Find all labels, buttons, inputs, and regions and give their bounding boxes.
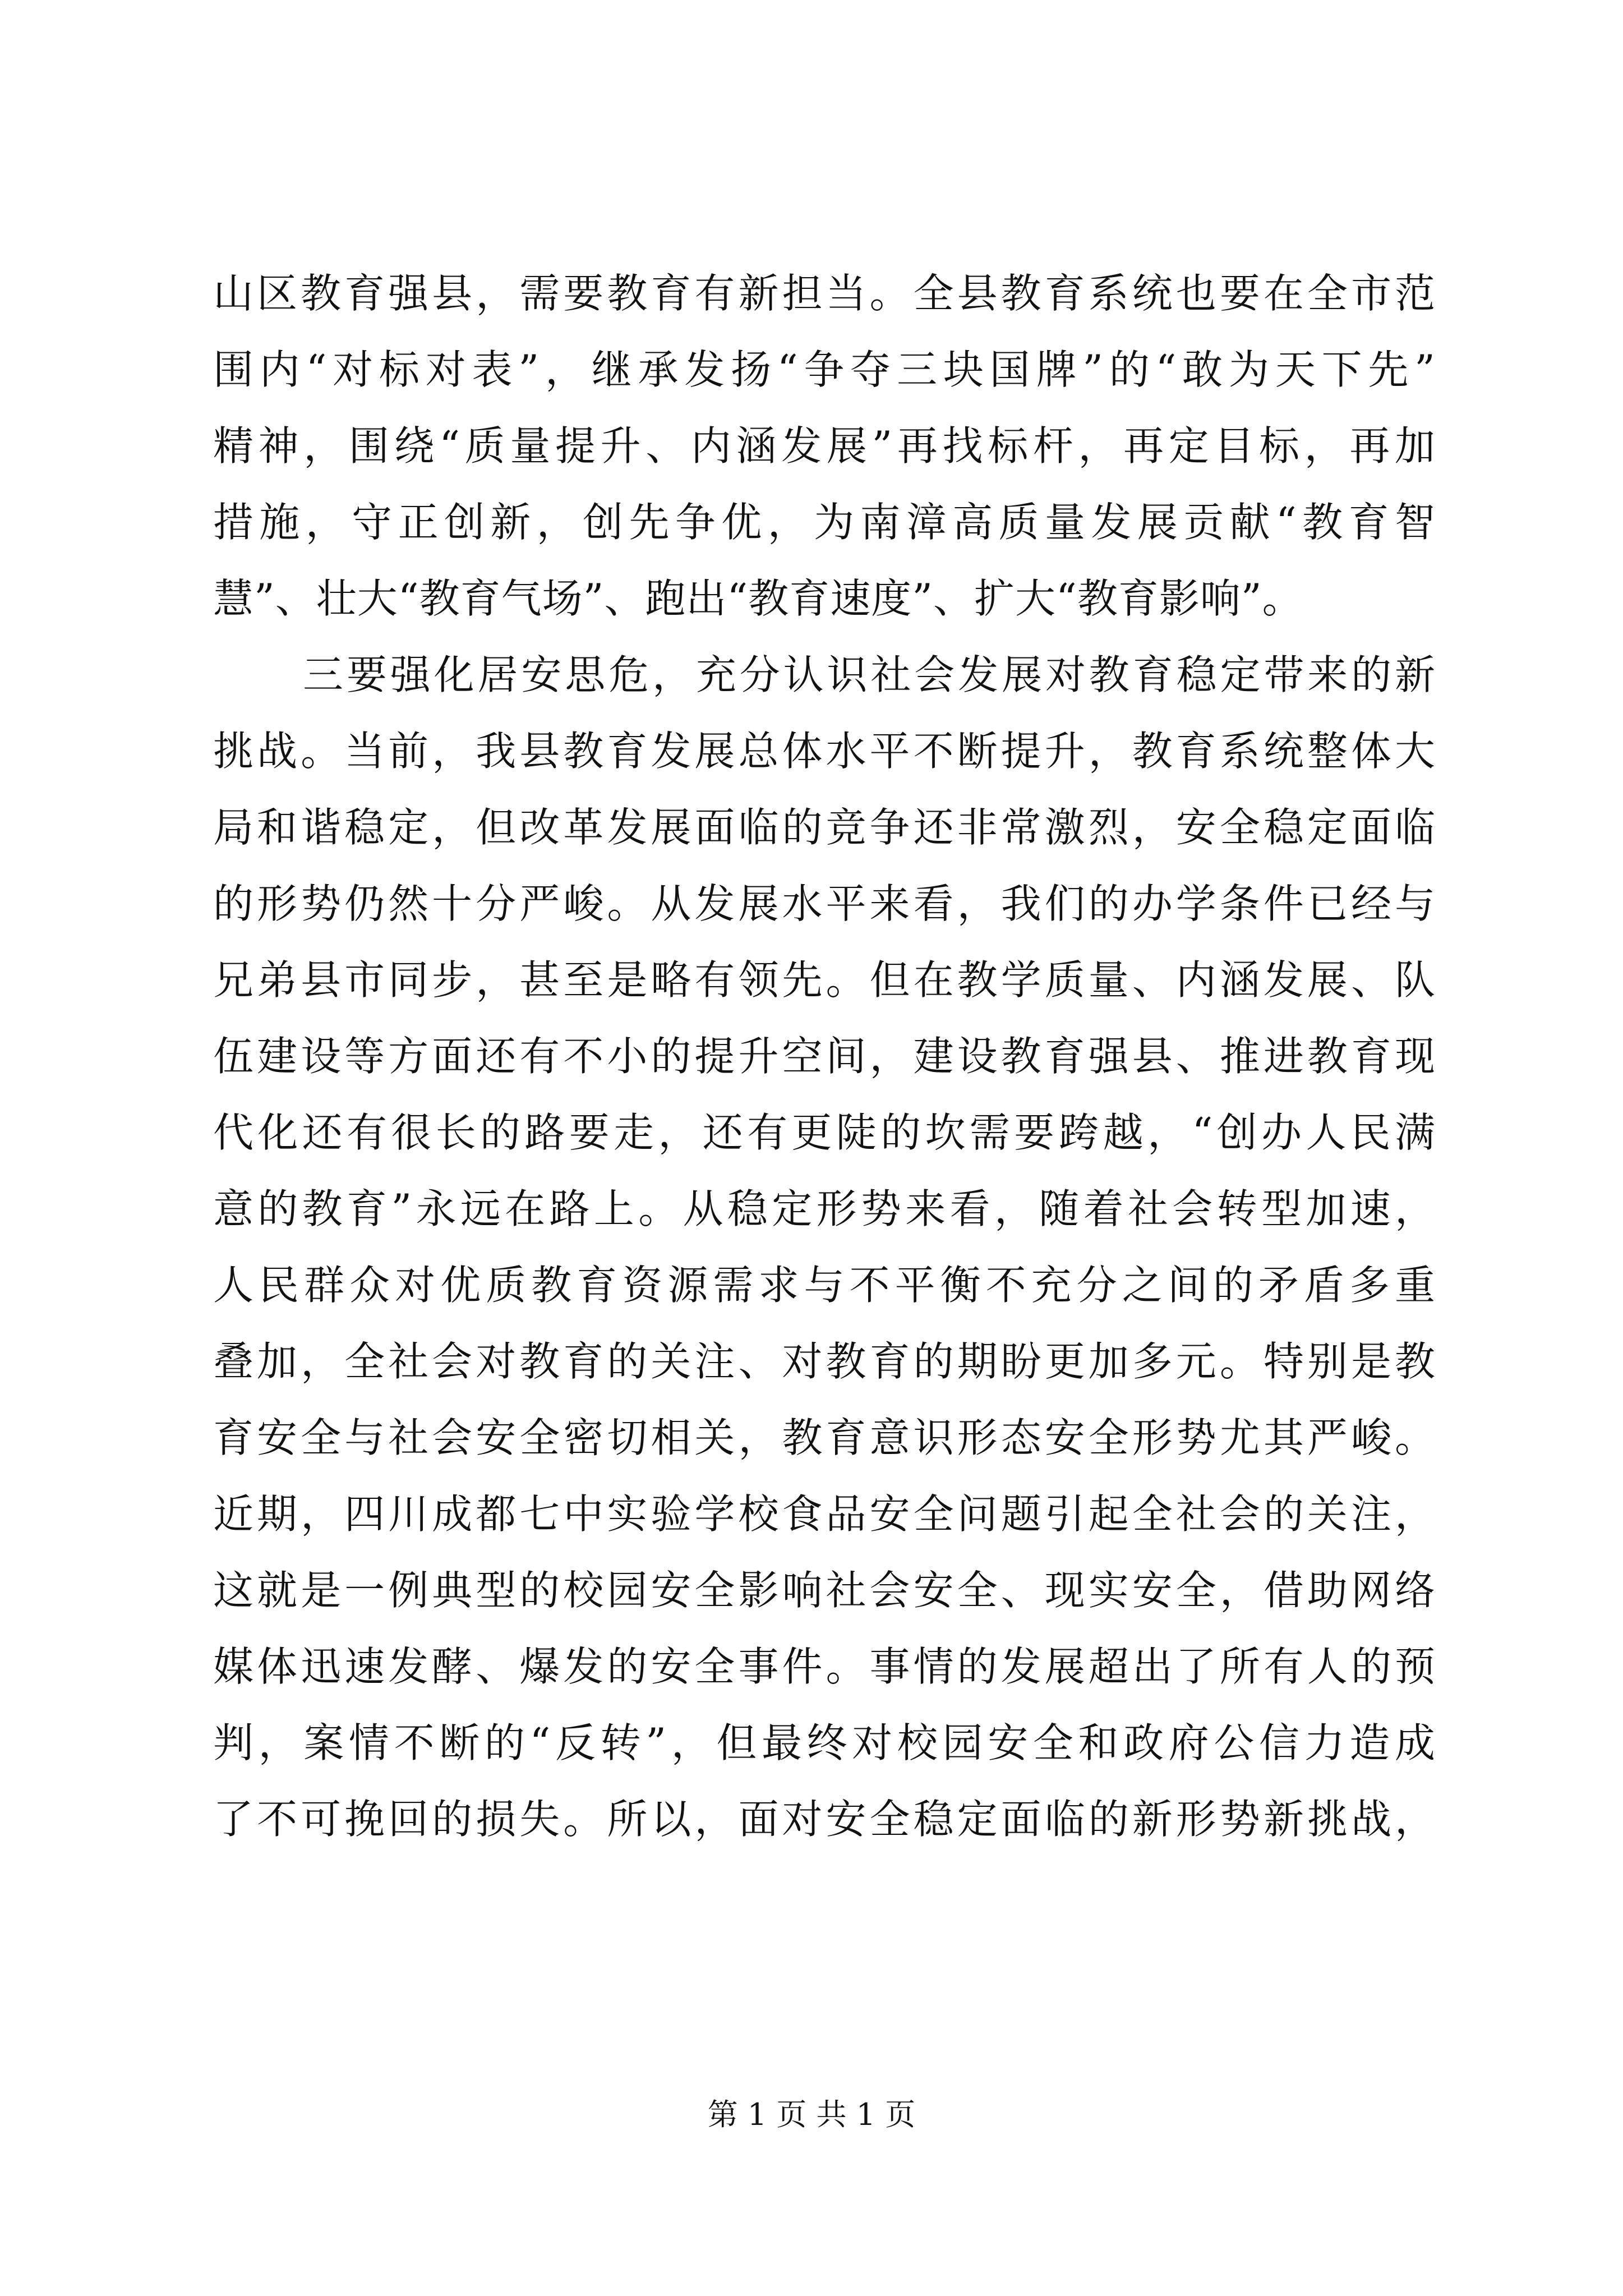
text-line: 局和谐稳定，但改革发展面临的竞争还非常激烈，安全稳定面临	[213, 804, 1436, 851]
text-line: 精神，围绕“质量提升、内涵发展”再找标杆，再定目标，再加	[213, 422, 1436, 470]
text-line: 意的教育”永远在路上。从稳定形势来看，随着社会转型加速，	[213, 1185, 1436, 1232]
text-line: 伍建设等方面还有不小的提升空间，建设教育强县、推进教育现	[213, 1033, 1436, 1080]
text-line: 措施，守正创新，创先争优，为南漳高质量发展贡献“教育智	[213, 499, 1436, 546]
text-line: 这就是一例典型的校园安全影响社会安全、现实安全，借助网络	[213, 1567, 1436, 1614]
text-line: 兄弟县市同步，甚至是略有领先。但在教学质量、内涵发展、队	[213, 956, 1436, 1004]
text-line: 围内“对标对表”，继承发扬“争夺三块国牌”的“敢为天下先”	[213, 346, 1436, 393]
text-line: 叠加，全社会对教育的关注、对教育的期盼更加多元。特别是教	[213, 1338, 1436, 1385]
paragraph-first-line: 三要强化居安思危，充分认识社会发展对教育稳定带来的新	[303, 651, 1436, 698]
body-text	[213, 255, 1436, 1857]
text-line: 的形势仍然十分严峻。从发展水平来看，我们的办学条件已经与	[213, 880, 1436, 927]
page-number-footer: 第 1 页 共 1 页	[707, 2097, 916, 2132]
text-line: 代化还有很长的路要走，还有更陡的坎需要跨越，“创办人民满	[213, 1109, 1436, 1156]
text-line: 山区教育强县，需要教育有新担当。全县教育系统也要在全市范	[213, 270, 1436, 317]
text-line: 了不可挽回的损失。所以，面对安全稳定面临的新形势新挑战，	[213, 1796, 1436, 1843]
text-line: 媒体迅速发酵、爆发的安全事件。事情的发展超出了所有人的预	[213, 1643, 1436, 1690]
text-line: 慧”、壮大“教育气场”、跑出“教育速度”、扩大“教育影响”。	[213, 575, 1303, 622]
text-line: 人民群众对优质教育资源需求与不平衡不充分之间的矛盾多重	[213, 1262, 1436, 1309]
text-line: 判，案情不断的“反转”，但最终对校园安全和政府公信力造成	[213, 1719, 1436, 1766]
text-line: 育安全与社会安全密切相关，教育意识形态安全形势尤其严峻。	[213, 1414, 1436, 1461]
text-line: 近期，四川成都七中实验学校食品安全问题引起全社会的关注，	[213, 1490, 1436, 1538]
text-line: 挑战。当前，我县教育发展总体水平不断提升，教育系统整体大	[213, 728, 1436, 775]
